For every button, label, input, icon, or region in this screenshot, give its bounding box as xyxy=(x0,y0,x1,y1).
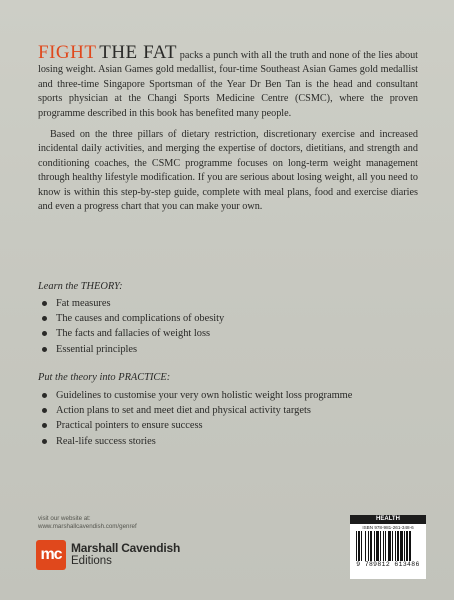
bullet-icon xyxy=(42,301,47,306)
theory-heading: Learn the THEORY: xyxy=(38,281,123,292)
mc-logo-icon: mc xyxy=(36,540,66,570)
practice-heading: Put the theory into PRACTICE: xyxy=(38,372,171,383)
barcode-bar xyxy=(397,531,399,561)
barcode-bar xyxy=(361,531,362,561)
bullet-icon xyxy=(42,439,47,444)
publisher-name-line-1: Marshall Cavendish xyxy=(71,541,181,555)
list-item: Essential principles xyxy=(38,342,224,357)
bullet-icon xyxy=(42,423,47,428)
list-item: Action plans to set and meet diet and physical activity targets xyxy=(38,403,352,418)
barcode-bar xyxy=(385,531,386,561)
website-note-label: visit our website at: xyxy=(38,515,91,522)
barcode-number: 9 789812 613486 xyxy=(356,561,420,568)
barcode-panel xyxy=(350,515,426,579)
bullet-icon xyxy=(42,408,47,413)
title-fight: FIGHT xyxy=(38,42,97,63)
bullet-icon xyxy=(42,316,47,321)
barcode-bar xyxy=(368,531,369,561)
blurb-paragraph-1-text: packs a punch with all the truth and none of the lies about losing weight. Asian Games gold medallist, four-time Southeast Asian Games gold medallist and three-time Singapore Sportsman of the Year Dr Ben Tan is the head and consultant sports physician at the Changi Sports Medicine Centre (CSMC), where the proven programme described in this book has benefited many people. xyxy=(38,50,418,119)
blurb xyxy=(38,42,418,221)
title-the-fat: THE FAT xyxy=(99,42,178,63)
bullet-icon xyxy=(42,331,47,336)
barcode-bar xyxy=(356,531,357,561)
category-label: HEALTH xyxy=(350,515,426,524)
bullet-icon xyxy=(42,347,47,352)
barcode-bar xyxy=(374,531,375,561)
list-item: Real-life success stories xyxy=(38,434,352,449)
publisher-name xyxy=(71,542,180,568)
barcode-bar xyxy=(400,531,403,561)
theory-list xyxy=(38,296,224,357)
blurb-paragraph-1 xyxy=(38,42,418,121)
barcode-bar xyxy=(380,531,381,561)
bullet-icon xyxy=(42,393,47,398)
blurb-paragraph-2: Based on the three pillars of dietary restriction, discretionary exercise and increased incidental daily activities, and merging the expertise of doctors, dietitians, and strength and conditioning coaches, the CSMC programme focuses on long-term weight management through healthy lifestyle modification. If you are serious about losing weight, all you need to know is within this step-by-step guide, complete with meal plans, food and exercise diaries and even a progress chart that you can make your own. xyxy=(38,129,418,213)
barcode-bar xyxy=(370,531,372,561)
barcode-bar xyxy=(376,531,379,561)
barcode-bar xyxy=(392,531,393,561)
barcode-bar xyxy=(404,531,405,561)
barcode-bar xyxy=(358,531,360,561)
practice-list xyxy=(38,388,352,449)
list-item: Guidelines to customise your very own holistic weight loss programme xyxy=(38,388,352,403)
barcode-bar xyxy=(365,531,366,561)
barcode-bar xyxy=(409,531,411,561)
publisher-name-line-2: Editions xyxy=(71,555,112,567)
barcode-bar xyxy=(395,531,396,561)
list-item: Fat measures xyxy=(38,296,224,311)
website-url[interactable]: www.marshallcavendish.com/genref xyxy=(38,523,137,530)
publisher-logo xyxy=(36,540,180,570)
website-note xyxy=(38,515,137,531)
list-item: The facts and fallacies of weight loss xyxy=(38,326,224,341)
barcode-bar xyxy=(406,531,408,561)
barcode-bar xyxy=(383,531,384,561)
barcode-icon xyxy=(355,531,421,561)
list-item: The causes and complications of obesity xyxy=(38,311,224,326)
list-item: Practical pointers to ensure success xyxy=(38,418,352,433)
isbn-text: ISBN 978-981-261-348-6 xyxy=(362,525,414,530)
barcode-bar xyxy=(388,531,391,561)
